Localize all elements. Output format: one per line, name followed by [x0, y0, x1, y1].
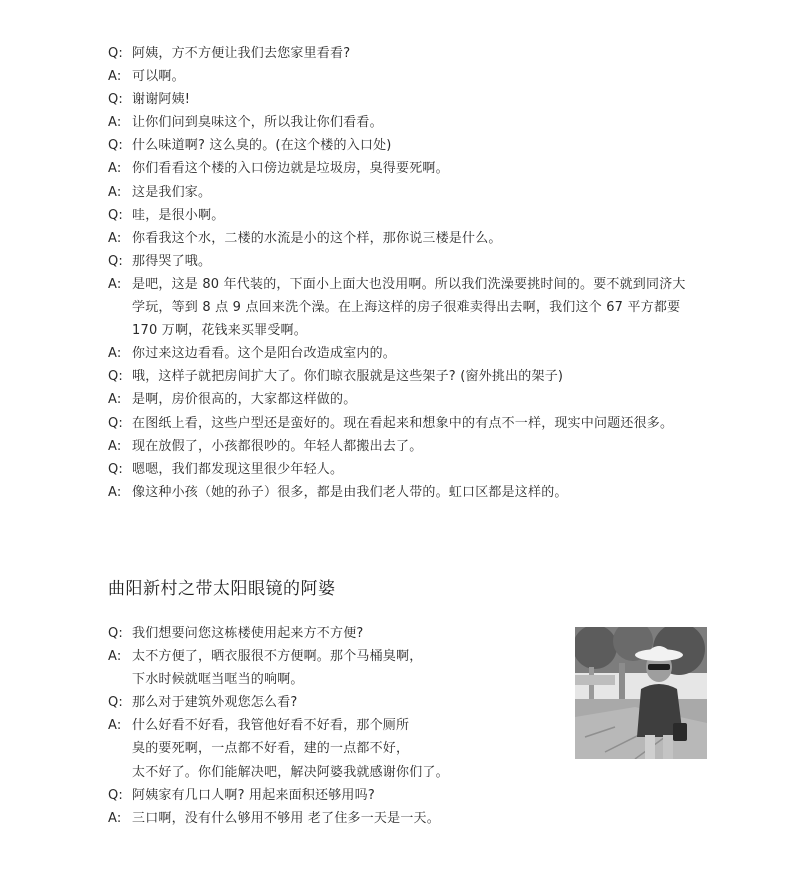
- question-item: [108, 622, 558, 645]
- qa-text: [132, 204, 708, 227]
- qa-text-line: 三口啊，没有什么够用不够用 老了住多一天是一天。: [132, 810, 440, 826]
- question-marker: Q:: [108, 207, 124, 223]
- qa-text: [132, 714, 558, 783]
- question-item: [108, 784, 558, 807]
- interview-section-1: [108, 42, 708, 504]
- qa-text-line: 我们想要问您这栋楼使用起来方不方便?: [132, 626, 364, 641]
- interview-section-2: [108, 622, 558, 830]
- answer-item: [108, 481, 708, 504]
- qa-text: [132, 88, 708, 111]
- question-item: [108, 134, 708, 157]
- qa-text-line: 可以啊。: [132, 69, 185, 85]
- question-marker: Q:: [108, 369, 124, 385]
- qa-text-line: 是啊，房价很高的，大家都这样做的。: [132, 392, 357, 408]
- question-item: [108, 412, 708, 435]
- answer-marker: A:: [108, 276, 122, 292]
- qa-text-line: 你看我这个水，二楼的水流是小的这个样，那你说三楼是什么。: [132, 230, 502, 246]
- question-item: [108, 365, 708, 388]
- answer-item: [108, 342, 708, 365]
- answer-marker: A:: [108, 484, 122, 500]
- answer-marker: A:: [108, 346, 122, 362]
- answer-marker: A:: [108, 649, 122, 665]
- qa-text-line: 哦，这样子就把房间扩大了。你们晾衣服就是这些架子? (窗外挑出的架子): [132, 369, 564, 385]
- canopy-shape: [575, 675, 615, 685]
- answer-item: [108, 807, 558, 830]
- question-marker: Q:: [108, 46, 124, 61]
- question-item: [108, 88, 708, 111]
- answer-item: [108, 65, 708, 88]
- answer-item: [108, 435, 708, 458]
- answer-marker: A:: [108, 718, 122, 734]
- qa-text: [132, 250, 708, 273]
- answer-item: [108, 273, 708, 342]
- qa-text-line: 让你们问到臭味这个，所以我让你们看看。: [132, 115, 383, 131]
- qa-text: [132, 273, 708, 342]
- qa-text-line: 在图纸上看，这些户型还是蛮好的。现在看起来和想象中的有点不一样，现实中问题还很多。: [132, 415, 674, 431]
- sunglasses-icon: [648, 664, 670, 670]
- answer-marker: A:: [108, 230, 122, 246]
- elderly-woman-sunglasses-photo: [575, 627, 707, 759]
- qa-text: [132, 458, 708, 481]
- qa-text: [132, 181, 708, 204]
- section-heading: 曲阳新村之带太阳眼镜的阿婆: [108, 579, 336, 599]
- qa-text-line: 什么好看不好看，我管他好看不好看，那个厕所: [132, 718, 410, 734]
- question-item: [108, 42, 708, 65]
- qa-text: [132, 807, 558, 830]
- qa-text: [132, 227, 708, 250]
- qa-text-line: 阿姨，方不方便让我们去您家里看看?: [132, 46, 351, 61]
- qa-text: [132, 65, 708, 88]
- qa-text-line: 什么味道啊? 这么臭的。(在这个楼的入口处): [132, 138, 392, 154]
- qa-text-line: 阿姨家有几口人啊? 用起来面积还够用吗?: [132, 787, 375, 803]
- qa-text-line: 那得哭了哦。: [132, 253, 212, 269]
- answer-item: [108, 227, 708, 250]
- question-item: [108, 204, 708, 227]
- question-marker: Q:: [108, 695, 124, 711]
- qa-text: [132, 481, 708, 504]
- answer-item: [108, 714, 558, 783]
- qa-text: [132, 388, 708, 411]
- qa-text-line: 哇，是很小啊。: [132, 207, 225, 223]
- qa-text: [132, 111, 708, 134]
- qa-text-line: 是吧，这是 80 年代装的，下面小上面大也没用啊。所以我们洗澡要挑时间的。要不就到同济大: [132, 276, 686, 292]
- qa-text: [132, 42, 708, 65]
- qa-text-line: 这是我们家。: [132, 184, 212, 200]
- qa-text-line: 那么对于建筑外观您怎么看?: [132, 695, 298, 711]
- answer-marker: A:: [108, 161, 122, 177]
- answer-item: [108, 111, 708, 134]
- qa-text-line: 太不方便了，晒衣服很不方便啊。那个马桶臭啊，: [132, 649, 423, 665]
- answer-marker: A:: [108, 69, 122, 85]
- qa-text-line: 你过来这边看看。这个是阳台改造成室内的。: [132, 346, 397, 362]
- figure-leg: [663, 735, 673, 759]
- qa-text: [132, 691, 558, 714]
- question-marker: Q:: [108, 138, 124, 154]
- qa-text: [132, 412, 708, 435]
- qa-text: [132, 365, 708, 388]
- answer-marker: A:: [108, 392, 122, 408]
- qa-text-line: 太不好了。你们能解决吧，解决阿婆我就感谢你们了。: [132, 764, 449, 780]
- answer-item: [108, 157, 708, 180]
- answer-marker: A:: [108, 115, 122, 131]
- qa-text-line: 学玩，等到 8 点 9 点回来洗个澡。在上海这样的房子很难卖得出去啊，我们这个 67 平方都要: [132, 300, 681, 316]
- bag-icon: [673, 723, 687, 741]
- qa-text-line: 谢谢阿姨!: [132, 92, 191, 108]
- question-item: [108, 250, 708, 273]
- qa-text-line: 嗯嗯，我们都发现这里很少年轻人。: [132, 461, 344, 477]
- qa-text-line: 臭的要死啊，一点都不好看，建的一点都不好，: [132, 741, 410, 757]
- question-marker: Q:: [108, 461, 124, 477]
- photo-illustration: [575, 627, 707, 759]
- question-marker: Q:: [108, 415, 124, 431]
- qa-text-line: 现在放假了，小孩都很吵的。年轻人都搬出去了。: [132, 438, 423, 454]
- qa-text: [132, 342, 708, 365]
- question-marker: Q:: [108, 626, 124, 641]
- qa-text-line: 下水时候就哐当哐当的响啊。: [132, 672, 304, 688]
- qa-text-line: 170 万啊，花钱来买罪受啊。: [132, 323, 307, 339]
- question-item: [108, 458, 708, 481]
- qa-text: [132, 784, 558, 807]
- question-marker: Q:: [108, 92, 124, 108]
- figure-leg: [645, 735, 655, 759]
- qa-text: [132, 435, 708, 458]
- answer-marker: A:: [108, 184, 122, 200]
- question-item: [108, 691, 558, 714]
- qa-text: [132, 622, 558, 645]
- question-marker: Q:: [108, 253, 124, 269]
- answer-item: [108, 181, 708, 204]
- qa-text-line: 像这种小孩（她的孙子）很多，都是由我们老人带的。虹口区都是这样的。: [132, 484, 568, 500]
- qa-text: [132, 157, 708, 180]
- question-marker: Q:: [108, 787, 124, 803]
- answer-marker: A:: [108, 438, 122, 454]
- qa-text: [132, 134, 708, 157]
- answer-item: [108, 645, 558, 691]
- answer-marker: A:: [108, 810, 122, 826]
- answer-item: [108, 388, 708, 411]
- qa-text: [132, 645, 558, 691]
- qa-text-line: 你们看看这个楼的入口傍边就是垃圾房，臭得要死啊。: [132, 161, 449, 177]
